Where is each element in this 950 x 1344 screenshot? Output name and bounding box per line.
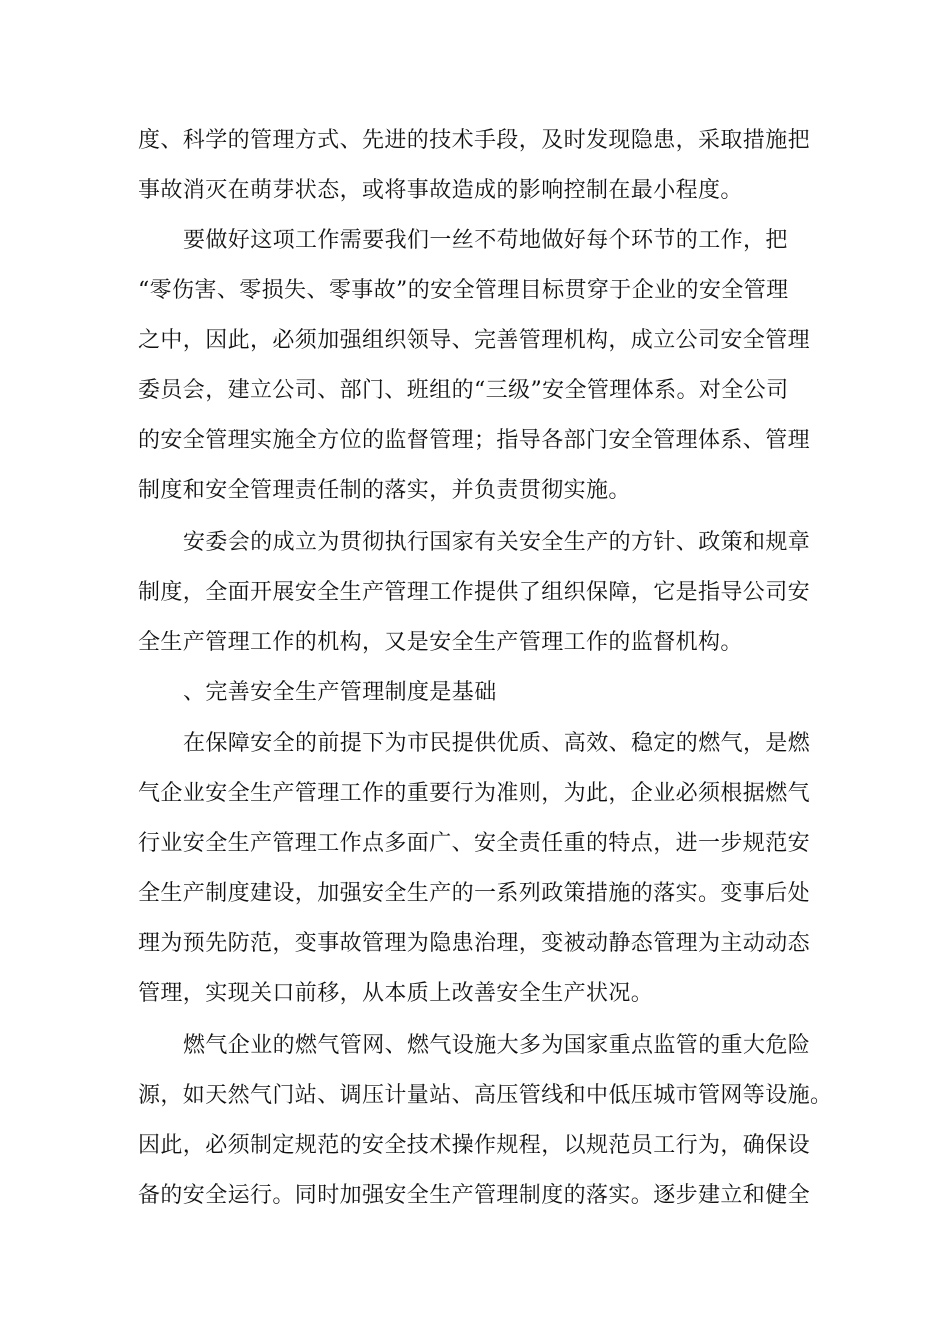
paragraph-first-line: 要做好这项工作需要我们一丝不苟地做好每个环节的工作，把 <box>183 228 788 253</box>
paragraph-first-line: 燃气企业的燃气管网、燃气设施大多为国家重点监管的重大危险 <box>183 1033 811 1058</box>
text-line: 全生产管理工作的机构，又是安全生产管理工作的监督机构。 <box>138 630 743 655</box>
text-line: 因此，必须制定规范的安全技术操作规程，以规范员工行为，确保设 <box>138 1133 811 1158</box>
paragraph-first-line: 在保障安全的前提下为市民提供优质、高效、稳定的燃气，是燃 <box>183 731 811 756</box>
text-line: 行业安全生产管理工作点多面广、安全责任重的特点，进一步规范安 <box>138 831 811 856</box>
text-line: 全生产制度建设，加强安全生产的一系列政策措施的落实。变事后处 <box>138 881 811 906</box>
text-line: 源，如天然气门站、调压计量站、高压管线和中低压城市管网等设施。 <box>138 1083 833 1108</box>
text-line: 的安全管理实施全方位的监督管理；指导各部门安全管理体系、管理 <box>138 428 811 453</box>
text-line: 度、科学的管理方式、先进的技术手段，及时发现隐患，采取措施把 <box>138 128 811 153</box>
text-line: 之中，因此，必须加强组织领导、完善管理机构，成立公司安全管理 <box>138 328 811 353</box>
section-heading: 、完善安全生产管理制度是基础 <box>183 680 497 705</box>
text-line: “零伤害、零损失、零事故”的安全管理目标贯穿于企业的安全管理 <box>138 278 789 303</box>
text-line: 管理，实现关口前移，从本质上改善安全生产状况。 <box>138 981 654 1006</box>
text-line: 委员会，建立公司、部门、班组的“三级”安全管理体系。对全公司 <box>138 378 789 403</box>
text-line: 理为预先防范，变事故管理为隐患治理，变被动静态管理为主动动态 <box>138 931 811 956</box>
text-line: 事故消灭在萌芽状态，或将事故造成的影响控制在最小程度。 <box>138 178 743 203</box>
text-line: 制度，全面开展安全生产管理工作提供了组织保障，它是指导公司安 <box>138 580 811 605</box>
text-line: 制度和安全管理责任制的落实，并负责贯彻实施。 <box>138 478 631 503</box>
text-line: 气企业安全生产管理工作的重要行为准则，为此，企业必须根据燃气 <box>138 781 811 806</box>
text-line: 备的安全运行。同时加强安全生产管理制度的落实。逐步建立和健全 <box>138 1183 811 1208</box>
paragraph-first-line: 安委会的成立为贯彻执行国家有关安全生产的方针、政策和规章 <box>183 530 811 555</box>
